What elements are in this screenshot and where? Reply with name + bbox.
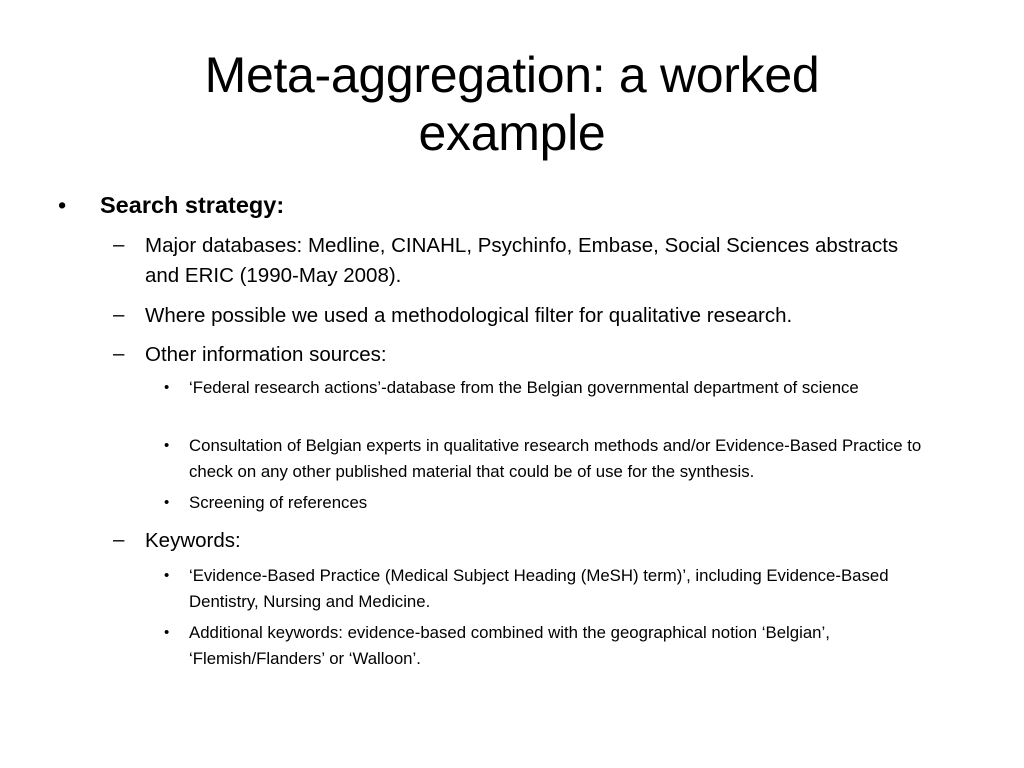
bullet-marker: • xyxy=(164,437,170,454)
item-major-databases xyxy=(113,231,915,291)
slide-title-line-1: Meta-aggregation: a worked xyxy=(204,47,820,103)
item-text: Keywords: xyxy=(145,529,241,552)
slide-title xyxy=(100,46,924,162)
search-strategy-heading: Search strategy: xyxy=(100,192,285,218)
subitem-ebp-mesh-term xyxy=(164,563,959,615)
bullet-marker: • xyxy=(164,624,170,641)
item-text: Other information sources: xyxy=(145,343,387,366)
subitem-consultation-experts xyxy=(164,433,959,485)
item-text: Major databases: Medline, CINAHL, Psychinfo, Embase, Social Sciences abstracts and ERIC (1990-May 2008). xyxy=(145,234,899,287)
dash-marker: – xyxy=(113,342,125,365)
item-text: Where possible we used a methodological filter for qualitative research. xyxy=(145,304,793,327)
subitem-federal-research-actions xyxy=(164,375,959,401)
item-methodological-filter xyxy=(113,301,915,331)
slide-title-line-2: example xyxy=(418,105,606,161)
bullet-marker: • xyxy=(164,379,170,396)
subitem-additional-keywords xyxy=(164,620,959,672)
subitem-text: Additional keywords: evidence-based combined with the geographical notion ‘Belgian’, ‘Flemish/Flanders’ or ‘Walloon’. xyxy=(189,623,830,668)
subitem-screening-references xyxy=(164,490,959,516)
bullet-search-strategy xyxy=(58,190,960,220)
dash-marker: – xyxy=(113,303,125,326)
item-other-information-sources xyxy=(113,340,915,370)
item-keywords xyxy=(113,526,915,556)
subitem-text: Consultation of Belgian experts in qualitative research methods and/or Evidence-Based Practice to check on any other published material that could be of use for the synthesis. xyxy=(189,436,922,481)
bullet-marker: • xyxy=(58,192,67,218)
subitem-text: ‘Evidence-Based Practice (Medical Subject Heading (MeSH) term)’, including Evidence-Based Dentistry, Nursing and Medicine. xyxy=(189,566,889,611)
dash-marker: – xyxy=(113,233,125,256)
bullet-marker: • xyxy=(164,567,170,584)
subitem-text: Screening of references xyxy=(189,493,368,512)
bullet-marker: • xyxy=(164,494,170,511)
subitem-text: ‘Federal research actions’-database from the Belgian governmental department of science xyxy=(189,378,859,397)
dash-marker: – xyxy=(113,528,125,551)
